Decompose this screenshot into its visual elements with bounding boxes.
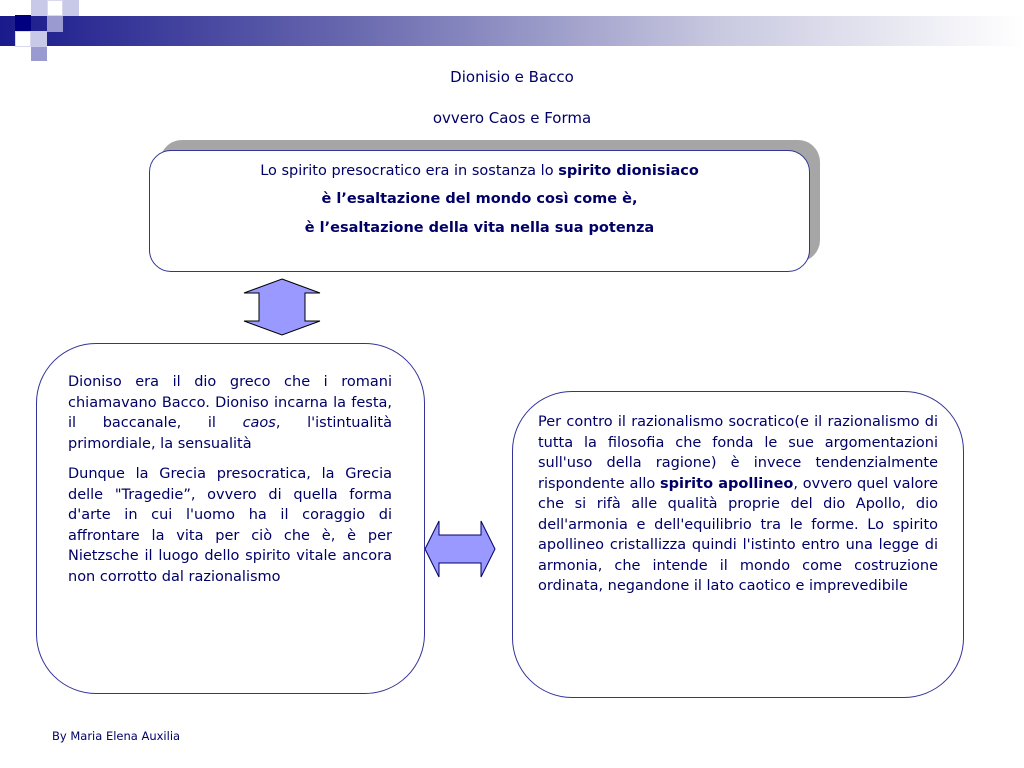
decor-square (31, 0, 47, 16)
top-box-line3-text: è l’esaltazione della vita nella sua potenza (304, 219, 655, 236)
left-p1-text-end: , l'istintualità primordiale, la sensualità (68, 415, 393, 452)
decor-square (47, 0, 63, 16)
top-box-line3 (150, 220, 809, 237)
caos-italic: caos (242, 415, 276, 431)
spirito-apollineo-bold: spirito apollineo (660, 475, 794, 492)
author-footer: By Maria Elena Auxilia (52, 729, 181, 743)
decor-square (31, 31, 47, 47)
right-box-paragraph (538, 412, 938, 597)
right-text-box (512, 391, 964, 698)
decor-square (63, 0, 79, 16)
decor-square (15, 15, 31, 31)
slide-subtitle: ovvero Caos e Forma (432, 109, 592, 127)
decor-square (47, 16, 63, 32)
slide-title: Dionisio e Bacco (450, 68, 574, 86)
left-box-paragraph-1 (68, 372, 392, 454)
top-box-line1 (150, 163, 809, 180)
horizontal-double-arrow-icon (424, 520, 496, 578)
decor-square (31, 47, 47, 61)
vertical-double-arrow-icon (243, 278, 321, 336)
decor-square (15, 31, 31, 47)
top-box-line2 (150, 191, 809, 208)
left-box-paragraph-2: Dunque la Grecia presocratica, la Grecia delle "Tragedie”, ovvero di quella forma d'arte in cui l'uomo ha il coraggio di affrontare la vita per ciò che è, è per Nietzsche il luogo dello spirito vitale ancora non corrotto dal razionalismo (68, 466, 392, 585)
right-p-text-end: , ovvero quel valore che si rifà alle qualità proprie del dio Apollo, dio dell'armonia e dell'equilibrio tra le forme. Lo spirito apollineo cristallizza quindi l'istinto entro una legge di armonia, che intende il mondo come costruzione ordinata, negandone il lato caotico e imprevedibile (538, 475, 938, 594)
header-gradient-bar (0, 16, 1024, 46)
top-box-line1-text: Lo spirito presocratico era in sostanza lo (260, 163, 559, 179)
spirito-dionisiaco-bold: spirito dionisiaco (558, 163, 699, 179)
left-p1-text: Dioniso era il dio greco che i romani chiamavano Bacco. Dioniso incarna la festa, il baccanale, il (68, 374, 392, 431)
top-text-box (149, 150, 810, 272)
top-box-line2-text: è l’esaltazione del mondo così come è, (321, 191, 638, 208)
right-p-text: Per contro il razionalismo socratico(e il razionalismo di tutta la filosofia che fonda le sue argomentazioni sull'uso della ragione) è invece tendenzialmente rispondente allo (538, 414, 938, 492)
left-text-box (36, 343, 425, 694)
